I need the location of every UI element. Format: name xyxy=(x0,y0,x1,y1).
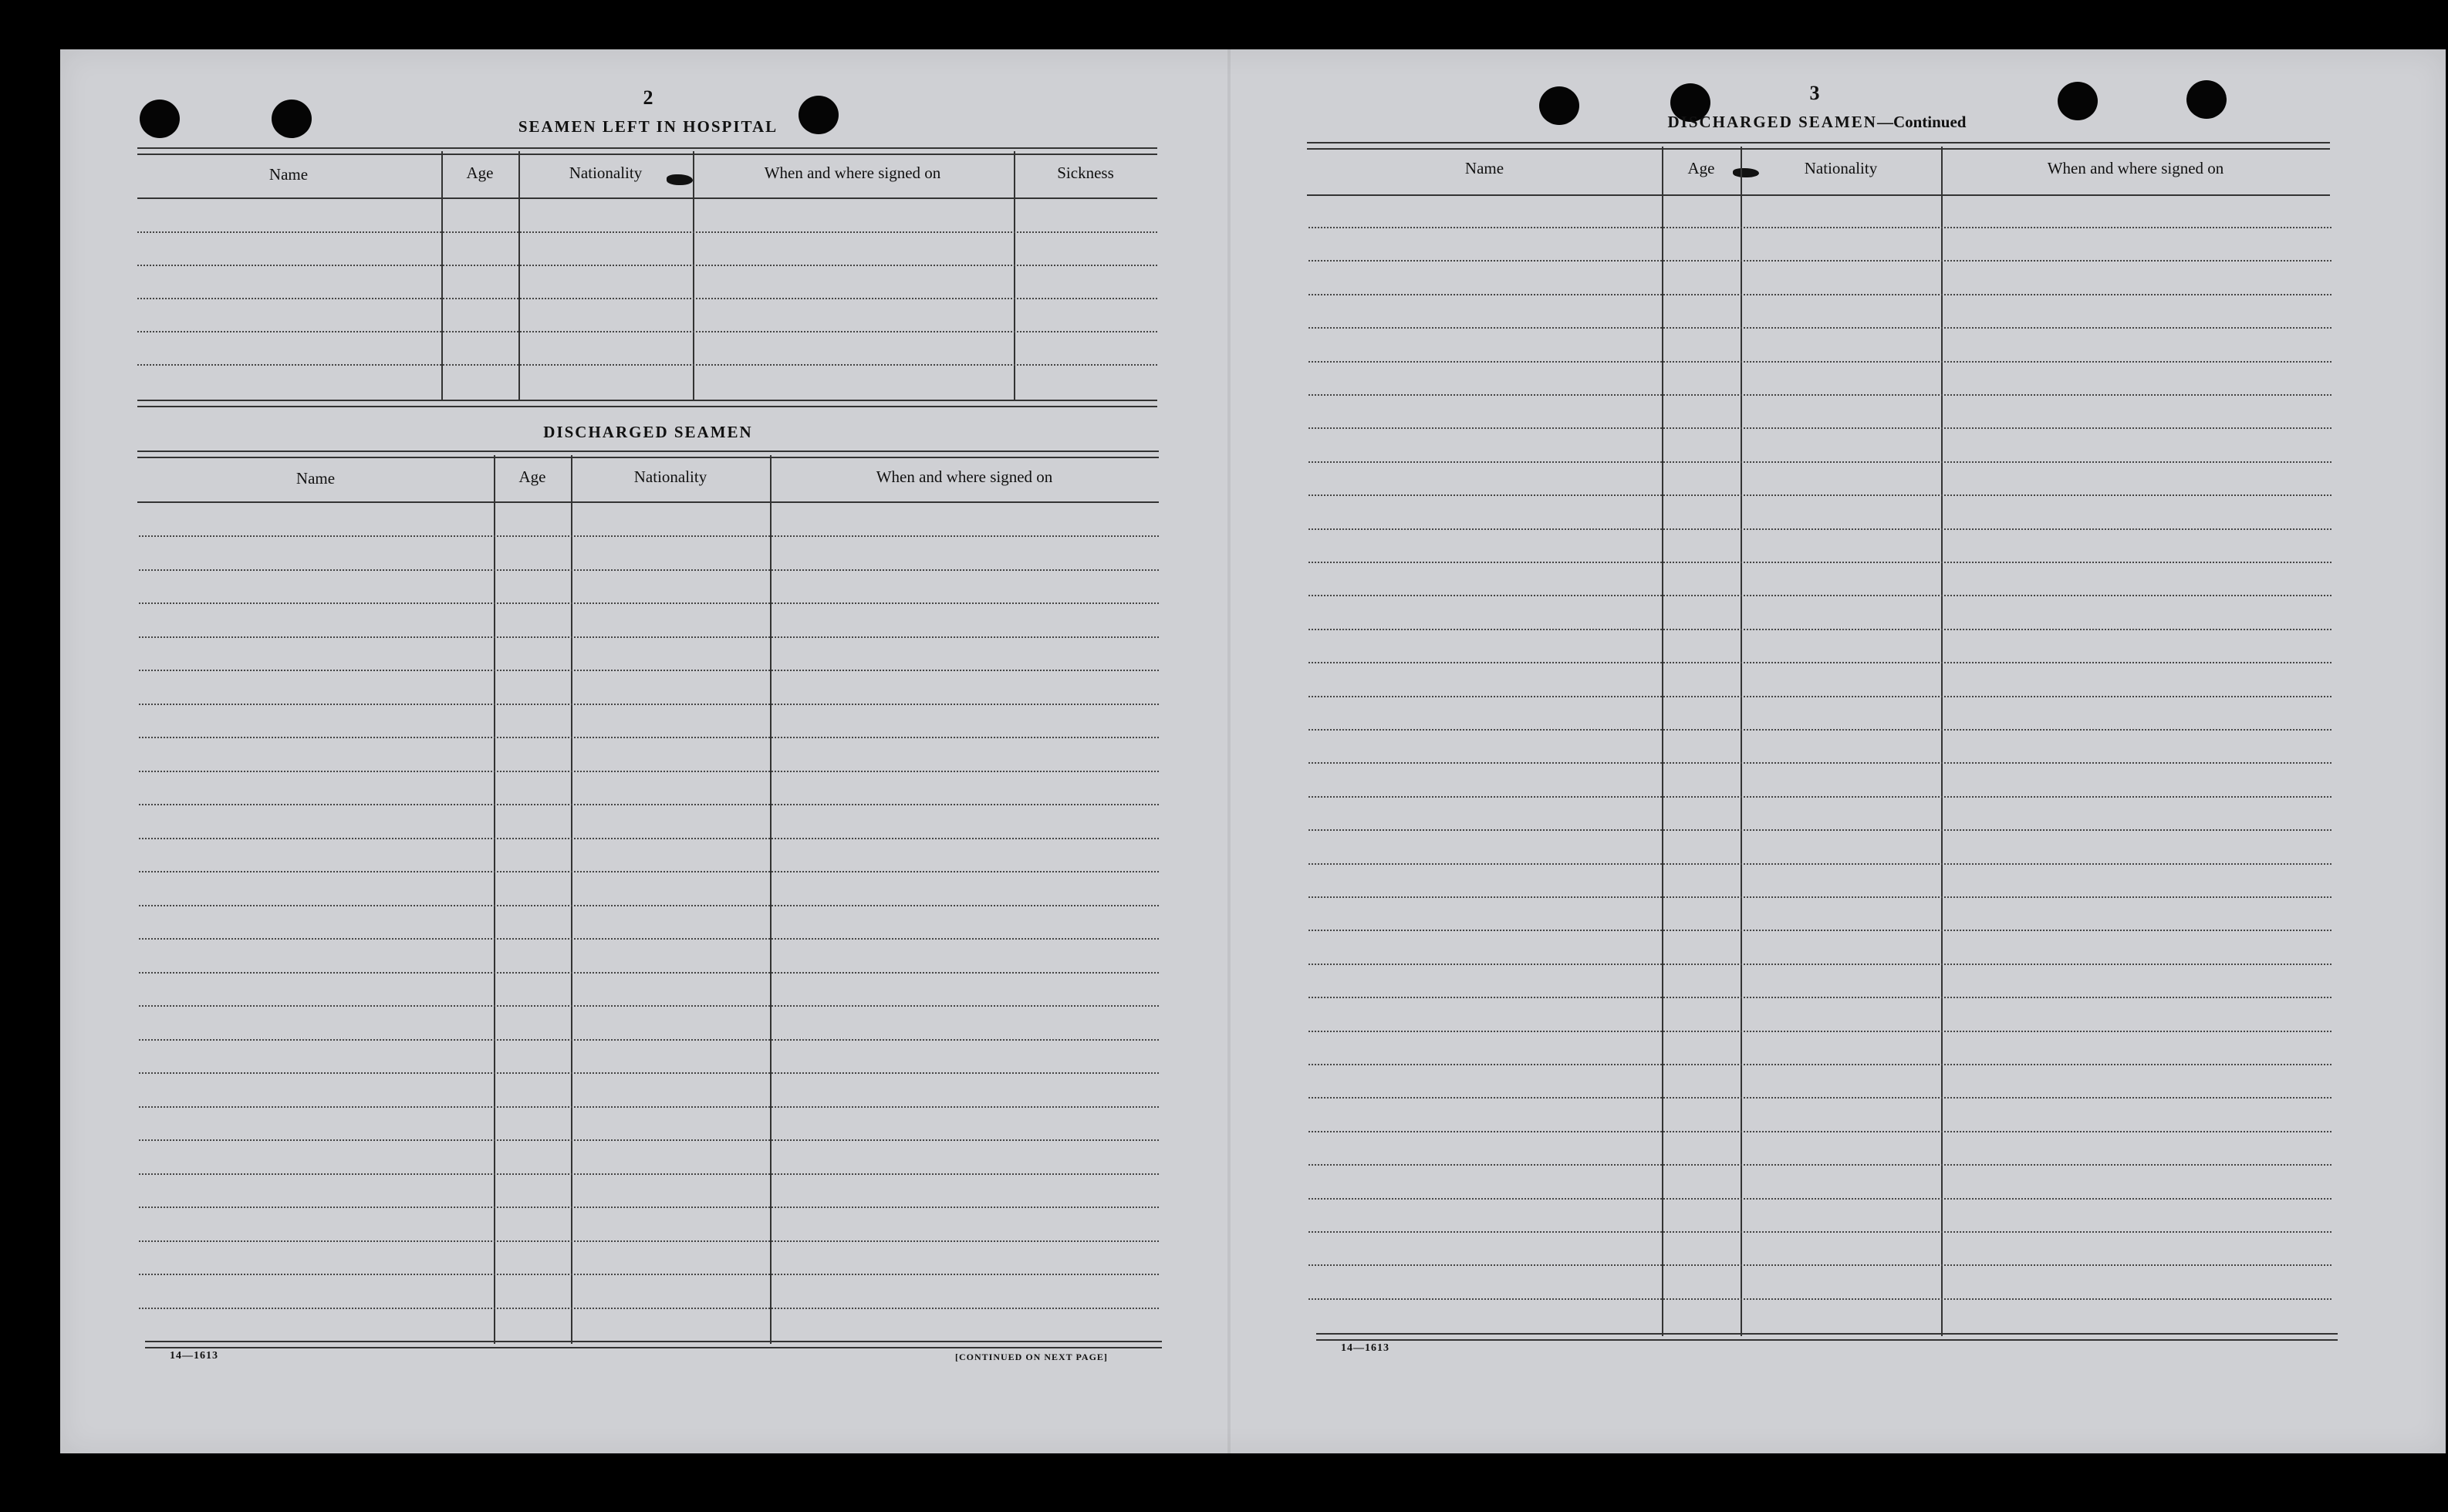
entry-line xyxy=(139,535,1159,537)
entry-line xyxy=(1308,427,2332,429)
entry-line xyxy=(139,1039,1159,1041)
discharged-section-title: DISCHARGED SEAMEN xyxy=(543,423,753,441)
entry-line xyxy=(1308,696,2332,697)
discharged-top-rule xyxy=(137,451,1159,458)
entry-line xyxy=(1308,930,2332,931)
hospital-header-rule xyxy=(137,197,1157,199)
hospital-top-rule xyxy=(137,147,1157,155)
entry-line xyxy=(1308,1198,2332,1200)
column-header-signed-on: When and where signed on xyxy=(764,164,941,182)
entry-line xyxy=(1308,1064,2332,1065)
entry-line xyxy=(1308,294,2332,295)
section-title-text: DISCHARGED SEAMEN xyxy=(1667,113,1877,131)
column-header-age: Age xyxy=(1687,159,1715,177)
entry-line xyxy=(1308,1031,2332,1032)
entry-line xyxy=(1308,528,2332,530)
page-fold xyxy=(1227,49,1231,1453)
entry-line xyxy=(1308,1264,2332,1266)
column-header-name: Name xyxy=(295,469,336,488)
punch-hole xyxy=(272,100,312,138)
column-header-nationality: Nationality xyxy=(633,467,707,486)
entry-line xyxy=(1308,260,2332,262)
entry-line xyxy=(139,1274,1159,1275)
discharged-continued-title xyxy=(1643,113,1990,132)
form-number-left: 14—1613 xyxy=(170,1350,218,1362)
entry-line xyxy=(139,972,1159,974)
entry-line xyxy=(1308,629,2332,630)
entry-line xyxy=(1308,662,2332,663)
entry-line xyxy=(1308,595,2332,596)
entry-line xyxy=(1308,227,2332,228)
form-number-right: 14—1613 xyxy=(1341,1342,1389,1354)
entry-line xyxy=(139,1139,1159,1141)
punch-hole xyxy=(1539,86,1579,125)
entry-line xyxy=(137,331,1157,332)
entry-line xyxy=(1308,896,2332,898)
punch-hole xyxy=(2058,82,2098,120)
column-divider xyxy=(1941,147,1943,1336)
section-title-suffix: —Continued xyxy=(1876,113,1967,131)
entry-line xyxy=(1308,1298,2332,1300)
column-header-age: Age xyxy=(466,164,494,182)
entry-line xyxy=(139,905,1159,906)
entry-line xyxy=(1308,394,2332,396)
entry-line xyxy=(137,364,1157,366)
entry-line xyxy=(139,602,1159,604)
discharged-bottom-rule xyxy=(145,1341,1162,1348)
entry-line xyxy=(1308,997,2332,998)
column-header-name: Name xyxy=(268,165,309,184)
column-header-signed-on: When and where signed on xyxy=(876,467,1053,486)
entry-line xyxy=(1308,327,2332,329)
entry-line xyxy=(139,704,1159,705)
entry-line xyxy=(139,1005,1159,1007)
entry-line xyxy=(1308,863,2332,865)
entry-line xyxy=(1308,762,2332,764)
punch-hole xyxy=(2186,80,2227,119)
entry-line xyxy=(1308,461,2332,463)
entry-line xyxy=(139,771,1159,772)
column-header-signed-on: When and where signed on xyxy=(2047,159,2224,177)
entry-line xyxy=(137,298,1157,299)
entry-line xyxy=(1308,1131,2332,1132)
entry-line xyxy=(1308,729,2332,731)
entry-line xyxy=(1308,361,2332,363)
entry-line xyxy=(137,265,1157,266)
column-divider xyxy=(494,455,495,1344)
entry-line xyxy=(1308,1231,2332,1233)
column-header-nationality: Nationality xyxy=(569,164,643,182)
entry-line xyxy=(1308,1164,2332,1166)
entry-line xyxy=(139,1240,1159,1242)
column-header-nationality: Nationality xyxy=(1804,159,1878,177)
entry-line xyxy=(1308,494,2332,496)
page-number-right: 3 xyxy=(1809,82,1820,104)
column-header-name: Name xyxy=(1464,159,1504,177)
right-top-rule xyxy=(1307,142,2330,150)
column-divider xyxy=(1662,147,1663,1336)
entry-line xyxy=(139,838,1159,839)
entry-line xyxy=(139,1173,1159,1175)
entry-line xyxy=(1308,796,2332,798)
entry-line xyxy=(139,636,1159,638)
entry-line xyxy=(139,1308,1159,1309)
page-number-left: 2 xyxy=(643,86,653,109)
entry-line xyxy=(1308,1097,2332,1099)
entry-line xyxy=(139,670,1159,671)
entry-line xyxy=(139,569,1159,571)
entry-line xyxy=(139,1072,1159,1074)
entry-line xyxy=(137,231,1157,233)
right-header-rule xyxy=(1307,194,2330,196)
discharged-header-rule xyxy=(137,501,1159,503)
hospital-bottom-rule xyxy=(137,400,1157,407)
entry-line xyxy=(139,1106,1159,1108)
column-divider xyxy=(770,455,772,1344)
entry-line xyxy=(1308,829,2332,831)
column-header-age: Age xyxy=(518,467,546,486)
entry-line xyxy=(139,871,1159,872)
entry-line xyxy=(1308,562,2332,563)
hospital-section-title: SEAMEN LEFT IN HOSPITAL xyxy=(518,117,778,136)
entry-line xyxy=(139,938,1159,940)
entry-line xyxy=(139,1207,1159,1208)
right-bottom-rule xyxy=(1316,1333,2338,1341)
entry-line xyxy=(139,804,1159,805)
continued-note: [CONTINUED ON NEXT PAGE] xyxy=(955,1352,1108,1362)
column-divider xyxy=(571,455,572,1344)
column-divider xyxy=(1741,147,1742,1336)
punch-hole xyxy=(140,100,180,138)
column-header-sickness: Sickness xyxy=(1057,164,1114,182)
entry-line xyxy=(1308,964,2332,965)
entry-line xyxy=(139,737,1159,738)
